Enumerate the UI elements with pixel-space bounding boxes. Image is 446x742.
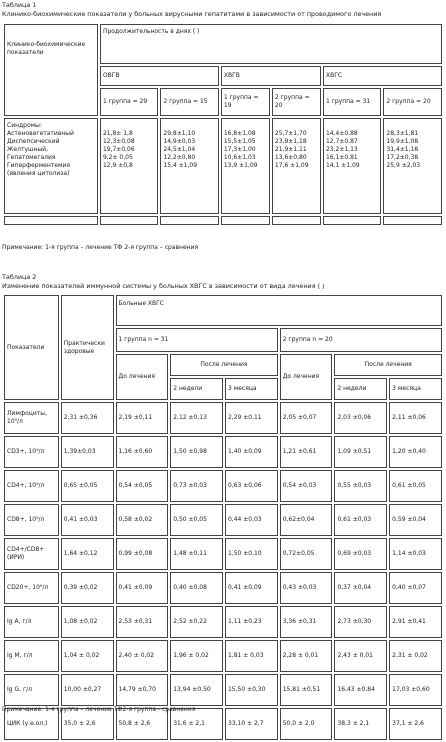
t1-group-hvgs: ХВГС [323, 66, 442, 86]
t2-before-g2: До лечения [280, 354, 333, 400]
t2-cell: 0,41 ±0,09 [116, 572, 169, 604]
t1-value: 17,6 ±1,09 [274, 162, 309, 169]
t2-row [4, 436, 442, 468]
t1-empty-cell [272, 216, 321, 225]
t2-row-label: CD4+, 10⁹/л [4, 470, 59, 502]
t1-value: 9,2± 0,05 [102, 154, 133, 161]
t2-cell: 2,73 ±0,30 [334, 606, 387, 638]
t2-cell: 0,40 ±0,08 [170, 572, 223, 604]
t1-value: 14,4±0,88 [325, 130, 358, 137]
t2-cell: 1,40 ±0,09 [225, 436, 278, 468]
t2-cell: 2,12 ±0,13 [170, 402, 223, 434]
t2-cell: 1,09 ±0,51 [334, 436, 387, 468]
t2-cell: 1,50 ±0,98 [170, 436, 223, 468]
t1-row-label: Гепатомегалия [7, 154, 56, 161]
t1-value: 31,4±1,18 [386, 146, 419, 153]
t1-value: 12,3±0,08 [102, 138, 135, 145]
t2-group1: 1 группа n = 31 [116, 328, 278, 352]
t2-row [4, 538, 442, 570]
t1-value: 13,6±0,80 [274, 154, 307, 161]
t2-cell: 2,31 ± 0,02 [389, 640, 442, 672]
t1-empty-cell [383, 216, 442, 225]
t2-cell: 1,81 ± 0,03 [225, 640, 278, 672]
t2-cell: 0,40 ±0,07 [389, 572, 442, 604]
t2-cell: 2,40 ± 0,02 [116, 640, 169, 672]
t2-row-label: Ig A, г/л [4, 606, 59, 638]
t1-group-hvgv: ХВГВ [221, 66, 321, 86]
t2-weeks2-g1: 2 недели [170, 378, 223, 400]
t2-after-g1: После лечения [170, 354, 277, 376]
t2-cell: 16,43 ±0,84 [334, 674, 387, 706]
t1-value: 24,5±1,04 [163, 146, 196, 153]
t1-values-col [160, 118, 218, 214]
t1-row-label: Желтушный, [7, 146, 48, 153]
t2-row [4, 572, 442, 604]
t2-cell: 2,31 ±0,36 [61, 402, 114, 434]
t2-cell: 0,41 ±0,09 [225, 572, 278, 604]
t2-cell: 2,43 ± 0,01 [334, 640, 387, 672]
t2-cell: 0,61 ±0,03 [334, 504, 387, 536]
t2-cell: 2,53 ±0,31 [116, 606, 169, 638]
t1-subgroup: 2 группа = 15 [160, 88, 218, 116]
t2-cell: 0,54 ±0,03 [280, 470, 333, 502]
t1-value: 14,1 ±1,09 [325, 162, 360, 169]
t2-cell: 0,37 ±0,04 [334, 572, 387, 604]
t1-row-label: Астеновегетативный [7, 130, 74, 137]
table1-caption-number: Таблица 1 [2, 1, 37, 9]
t2-cell: 50,8 ± 2,6 [116, 708, 169, 740]
t1-subgroup: 2 группа = 20 [272, 88, 321, 116]
table2-note: Примечание: 1-я группа – лечение ТФ2-я группа - сравнения [2, 706, 196, 713]
t2-cell: 2,11 ±0,06 [389, 402, 442, 434]
t2-cell: 15,50 ±0,30 [225, 674, 278, 706]
t1-value: 16,8±1,08 [223, 130, 256, 137]
t2-cell: 1,11 ±0,23 [225, 606, 278, 638]
t2-cell: 2,29 ±0,11 [225, 402, 278, 434]
t2-after-g2: После лечения [334, 354, 442, 376]
t1-value: 21,8± 1,8 [102, 130, 133, 137]
t1-subgroup: 1 группа = 29 [100, 88, 158, 116]
t2-cell: 1,50 ±0,10 [225, 538, 278, 570]
t1-value: 13,9 ±1,09 [223, 162, 258, 169]
t1-values-col [383, 118, 442, 214]
t2-cell: 0,44 ±0,03 [225, 504, 278, 536]
t1-row-labels [4, 118, 98, 214]
t1-row-label: Диспепсический [7, 138, 60, 145]
table1 [2, 22, 444, 227]
t2-months3-g2: 3 месяца [389, 378, 442, 400]
t2-row-label: CD8+, 10⁹/л [4, 504, 59, 536]
t2-cell: 37,1 ± 2,6 [389, 708, 442, 740]
t2-cell: 1,20 ±0,40 [389, 436, 442, 468]
t1-value: 19,9±1,08 [386, 138, 419, 145]
t1-value: 17,2±0,38 [386, 154, 419, 161]
t1-value: 21,9±1,11 [274, 146, 307, 153]
table1-caption: Клинико-биохимические показатели у больных вирусными гепатитами в зависимости от проводимого лечения [2, 10, 382, 18]
t1-row-label: Гиперферментемия [7, 162, 70, 169]
t2-row-label: ЦИК (у.е.ол.) [4, 708, 59, 740]
t2-cell: 2,28 ± 0,01 [280, 640, 333, 672]
t1-value: 25,9 ±2,03 [386, 162, 421, 169]
t2-row [4, 640, 442, 672]
t2-cell: 50,0 ± 2,0 [280, 708, 333, 740]
t1-values-col [323, 118, 381, 214]
t2-cell: 0,59 ±0,04 [389, 504, 442, 536]
t1-subgroup: 1 группа = 31 [323, 88, 381, 116]
t2-cell: 0,99 ±0,08 [116, 538, 169, 570]
t2-cell: 0,41 ±0,03 [61, 504, 114, 536]
t2-cell: 0,72±0,05 [280, 538, 333, 570]
t2-header-patients: Больные ХВГС [116, 295, 443, 326]
t2-cell: 1,48 ±0,11 [170, 538, 223, 570]
t2-cell: 10,00 ±0,27 [61, 674, 114, 706]
t2-cell: 31,6 ± 2,1 [170, 708, 223, 740]
t2-cell: 13,94 ±0,50 [170, 674, 223, 706]
t2-cell: 0,39 ±0,02 [61, 572, 114, 604]
t2-cell: 1,08 ±0,02 [61, 606, 114, 638]
t1-values-col [100, 118, 158, 214]
t2-row-label: CD3+, 10⁹/л [4, 436, 59, 468]
t1-value: 15,4 ±1,09 [163, 162, 198, 169]
t1-value: 23,2±1,13 [325, 146, 358, 153]
t2-cell: 0,62±0,04 [280, 504, 333, 536]
t2-cell: 1,21 ±0,61 [280, 436, 333, 468]
t2-cell: 1,14 ±0,03 [389, 538, 442, 570]
t2-row-label: CD20+, 10⁹/л [4, 572, 59, 604]
t1-row-label: Синдромы: [7, 122, 42, 129]
t2-row-label: Ig G, г/л [4, 674, 59, 706]
t2-row [4, 606, 442, 638]
t2-cell: 1,64 ±0,12 [61, 538, 114, 570]
t2-cell: 2,91 ±0,41 [389, 606, 442, 638]
t1-value: 16,1±0,81 [325, 154, 358, 161]
t1-value: 15,5±1,05 [223, 138, 256, 145]
t2-cell: 1,04 ± 0,02 [61, 640, 114, 672]
t2-group2: 2 группа n = 20 [280, 328, 442, 352]
table1-note: Примечание: 1-я группа – лечение ТФ 2-я группа – сравнения [2, 244, 199, 251]
t2-row-label: Лимфоциты, 10⁹/л [4, 402, 59, 434]
t2-cell: 35,0 ± 2,6 [61, 708, 114, 740]
t2-body [4, 402, 442, 740]
t2-cell: 1,16 ±0,60 [116, 436, 169, 468]
t1-value: 25,7±1,70 [274, 130, 307, 137]
t1-empty-cell [221, 216, 270, 225]
t2-cell: 2,19 ±0,11 [116, 402, 169, 434]
t2-cell: 1,39±0,03 [61, 436, 114, 468]
t2-before-g1: До лечения [116, 354, 169, 400]
t1-value: 23,9±1,18 [274, 138, 307, 145]
t1-value: 12,2±0,80 [163, 154, 196, 161]
t1-empty-cell [100, 216, 158, 225]
t1-value: 12,9 ±0,8 [102, 162, 133, 169]
t1-group-ovgv: ОВГВ [100, 66, 219, 86]
t2-cell: 2,03 ±0,06 [334, 402, 387, 434]
t1-value: 12,7±0,87 [325, 138, 358, 145]
t1-subgroup: 2 группа = 20 [383, 88, 442, 116]
table2-caption: Изменение показателей иммунной системы у больных ХВГС в зависимости от вида лечения ( ) [2, 282, 325, 290]
t2-cell: 0,55 ±0,03 [334, 470, 387, 502]
t1-values-col [221, 118, 270, 214]
t2-cell: 17,03 ±0,60 [389, 674, 442, 706]
t2-cell: 2,05 ±0,07 [280, 402, 333, 434]
t1-values-col [272, 118, 321, 214]
t2-row [4, 470, 442, 502]
t2-cell: 0,54 ±0,05 [116, 470, 169, 502]
table2 [2, 293, 444, 742]
t1-value: 14,9±0,03 [163, 138, 196, 145]
t2-row-label: Ig M, г/л [4, 640, 59, 672]
t2-cell: 0,63 ±0,06 [225, 470, 278, 502]
t1-empty-cell [4, 216, 98, 225]
t1-value: 28,3±1,81 [386, 130, 419, 137]
t2-header-healthy: Практически здоровые [61, 295, 114, 400]
t2-cell: 0,43 ±0,03 [280, 572, 333, 604]
t1-value: 10,6±1,03 [223, 154, 256, 161]
t2-row [4, 674, 442, 706]
t1-empty-cell [160, 216, 218, 225]
t1-value: 17,3±1,00 [223, 146, 256, 153]
t2-header-indicators: Показатели [4, 295, 59, 400]
t2-cell: 0,58 ±0,02 [116, 504, 169, 536]
t1-header-indicators: Клинико-биохимические показатели [4, 24, 98, 116]
t2-cell: 0,61 ±0,05 [389, 470, 442, 502]
t2-row-label: CD4+/CD8+ (ИРИ) [4, 538, 59, 570]
t1-value: 19,7±0,06 [102, 146, 135, 153]
t2-cell: 0,65 ±0,05 [61, 470, 114, 502]
t2-cell: 15,81 ±0,51 [280, 674, 333, 706]
t2-cell: 0,73 ±0,03 [170, 470, 223, 502]
t2-weeks2-g2: 2 недели [334, 378, 387, 400]
t2-cell: 14,79 ±0,70 [116, 674, 169, 706]
t1-subgroup: 1 группа = 19 [221, 88, 270, 116]
t2-cell: 3,36 ±0,31 [280, 606, 333, 638]
t2-cell: 38,3 ± 2,1 [334, 708, 387, 740]
t1-row-label: (явления цитолиза) [7, 170, 70, 177]
t1-empty-cell [323, 216, 381, 225]
t2-cell: 1,96 ± 0,02 [170, 640, 223, 672]
t2-cell: 0,50 ±0,05 [170, 504, 223, 536]
t1-value: 29,8±1,10 [163, 130, 196, 137]
t2-months3-g1: 3 месяца [225, 378, 278, 400]
t2-cell: 33,10 ± 2,7 [225, 708, 278, 740]
t2-cell: 0,69 ±0,03 [334, 538, 387, 570]
t2-cell: 2,52 ±0,22 [170, 606, 223, 638]
table2-caption-number: Таблица 2 [2, 273, 37, 281]
t1-header-duration: Продолжительность в днях ( ) [100, 24, 442, 64]
t2-row [4, 402, 442, 434]
t2-row [4, 504, 442, 536]
